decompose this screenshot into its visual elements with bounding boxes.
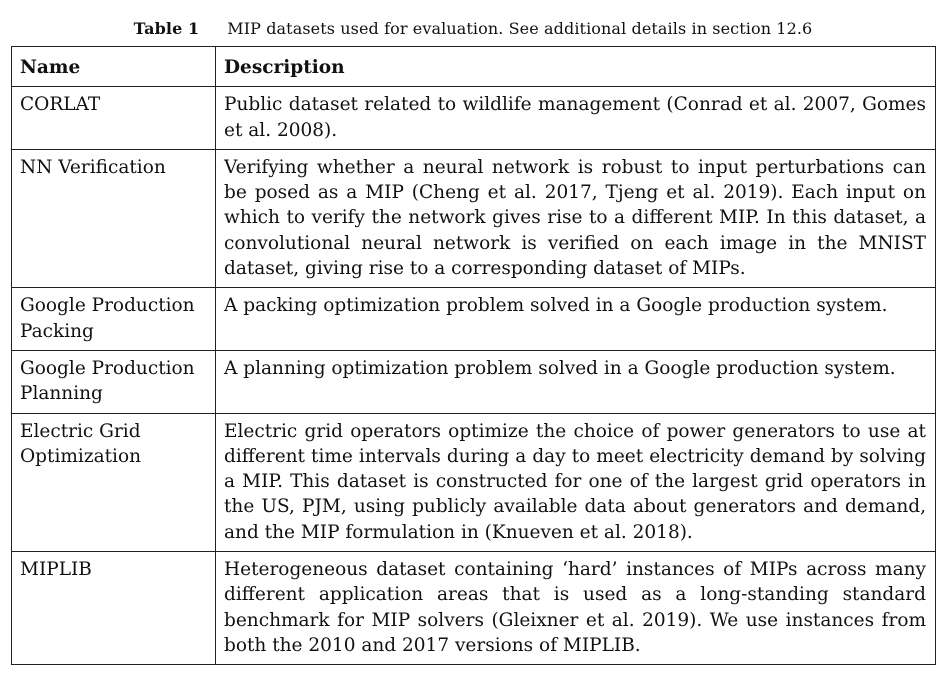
table-row [12, 350, 936, 413]
column-header-name: Name [12, 47, 216, 87]
table-caption [0, 19, 946, 38]
dataset-name-cell: CORLAT [12, 87, 216, 150]
column-header-description: Description [216, 47, 936, 87]
table-row [12, 87, 936, 150]
dataset-description-cell: Heterogeneous dataset containing ‘hard’ instances of MIPs across many different application areas that is used as a long-standing standard benchmark for MIP solvers (Gleixner et al. 2019). We use instances from both the 2010 and 2017 versions of MIPLIB. [216, 552, 936, 665]
dataset-name-cell: Google Production Planning [12, 350, 216, 413]
dataset-name-cell: MIPLIB [12, 552, 216, 665]
table-row [12, 552, 936, 665]
datasets-table [11, 46, 936, 665]
dataset-description-cell: Electric grid operators optimize the choice of power generators to use at different time intervals during a day to meet electricity demand by solving a MIP. This dataset is constructed for one of the largest grid operators in the US, PJM, using publicly available data about generators and demand, and the MIP formulation in (Knueven et al. 2018). [216, 413, 936, 551]
dataset-name-cell: NN Verification [12, 149, 216, 287]
dataset-description-cell: Verifying whether a neural network is robust to input perturbations can be posed as a MIP (Cheng et al. 2017, Tjeng et al. 2019). Each input on which to verify the network gives rise to a different MIP. In this dataset, a convolutional neural network is verified on each image in the MNIST dataset, giving rise to a corresponding dataset of MIPs. [216, 149, 936, 287]
table-caption-label: Table 1 [133, 19, 200, 38]
dataset-name-cell: Electric Grid Optimization [12, 413, 216, 551]
dataset-description-cell: A planning optimization problem solved in a Google production system. [216, 350, 936, 413]
table-row [12, 288, 936, 351]
table-caption-text: MIP datasets used for evaluation. See additional details in section 12.6 [227, 19, 813, 38]
table-header-row [12, 47, 936, 87]
table-row [12, 413, 936, 551]
dataset-description-cell: A packing optimization problem solved in a Google production system. [216, 288, 936, 351]
dataset-name-cell: Google Production Packing [12, 288, 216, 351]
dataset-description-cell: Public dataset related to wildlife management (Conrad et al. 2007, Gomes et al. 2008). [216, 87, 936, 150]
table-row [12, 149, 936, 287]
